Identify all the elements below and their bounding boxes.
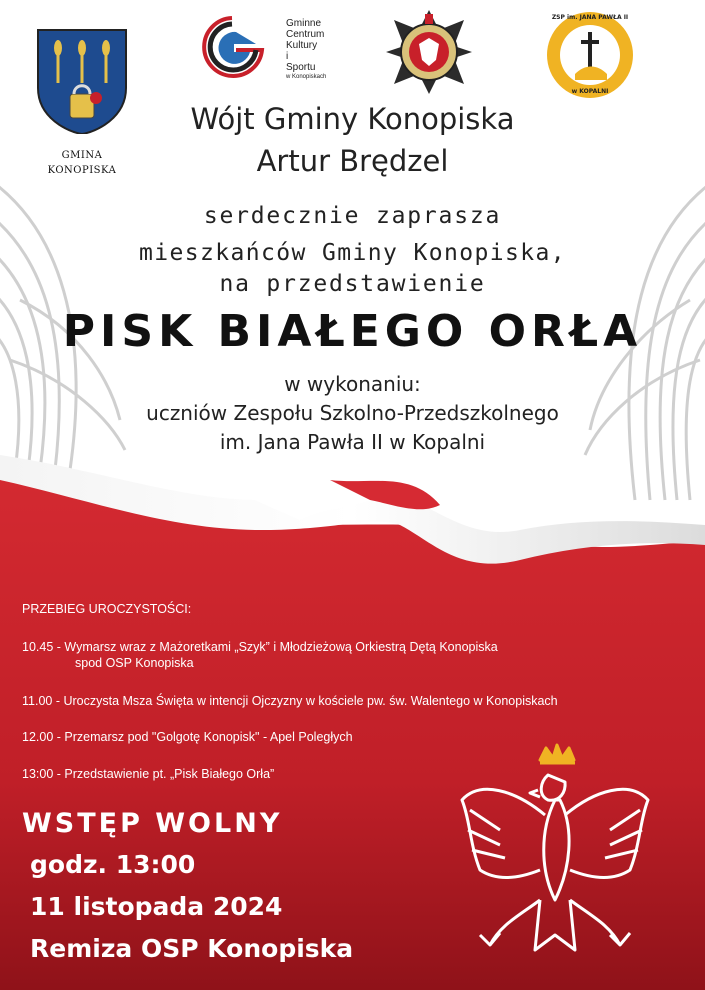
schedule-item-1: 10.45 - Wymarsz wraz z Mażoretkami „Szyk” i Młodzieżową Orkiestrą Dętą Konopiska: [22, 640, 498, 654]
gckis-line-4: i: [286, 51, 289, 62]
zsp-emblem-icon: [545, 10, 635, 100]
gmina-label-line2: KONOPISKA: [47, 165, 117, 176]
invitation-line3: na przedstawienie: [219, 271, 486, 297]
gckis-logo: [196, 14, 346, 84]
zsp-text-top: ZSP im. JANA PAWŁA II: [551, 14, 629, 21]
performers-line2: uczniów Zespołu Szkolno-Przedszkolnego: [146, 401, 559, 425]
gckis-g-icon: [196, 14, 268, 80]
host-line1: Wójt Gminy Konopiska: [190, 102, 515, 136]
schedule-item-2: 11.00 - Uroczysta Msza Święta w intencji Ojczyzny w kościele pw. św. Walentego w Konopiskach: [22, 694, 558, 708]
zsp-logo: [545, 10, 635, 100]
event-time: godz. 13:00: [30, 850, 196, 879]
gckis-subline: w Konopiskach: [286, 74, 327, 80]
osp-emblem-logo: [384, 8, 474, 96]
invitation-line1: serdecznie zaprasza: [203, 203, 502, 229]
performers-line3: im. Jana Pawła II w Kopalni: [219, 430, 486, 454]
schedule-item-3: 12.00 - Przemarsz pod "Golgotę Konopisk" - Apel Poległych: [22, 730, 353, 744]
schedule-item-1-cont: spod OSP Konopiska: [75, 656, 194, 670]
schedule-heading: PRZEBIEG UROCZYSTOŚCI:: [22, 602, 192, 616]
event-title: PISK BIAŁEGO ORŁA: [62, 306, 643, 357]
host-line2: Artur Brędzel: [256, 144, 449, 178]
gckis-line-2: Centrum: [286, 29, 325, 40]
event-place: Remiza OSP Konopiska: [30, 934, 354, 963]
gmina-label-line1: GMINA: [61, 150, 103, 161]
zsp-text-bottom: w KOPALNI: [571, 88, 609, 95]
gckis-line-1: Gminne: [286, 18, 322, 29]
schedule-item-4: 13:00 - Przedstawienie pt. „Pisk Białego Orła”: [22, 767, 275, 781]
gckis-text: [286, 18, 326, 81]
fire-brigade-cross-icon: [384, 8, 474, 96]
invitation-line2: mieszkańców Gminy Konopiska,: [139, 240, 566, 266]
event-date: 11 listopada 2024: [30, 892, 283, 921]
gckis-line-3: Kultury: [286, 40, 318, 51]
performers-line1: w wykonaniu:: [284, 372, 421, 396]
gckis-line-5: Sportu: [286, 62, 316, 73]
free-entry: WSTĘP WOLNY: [22, 808, 283, 839]
